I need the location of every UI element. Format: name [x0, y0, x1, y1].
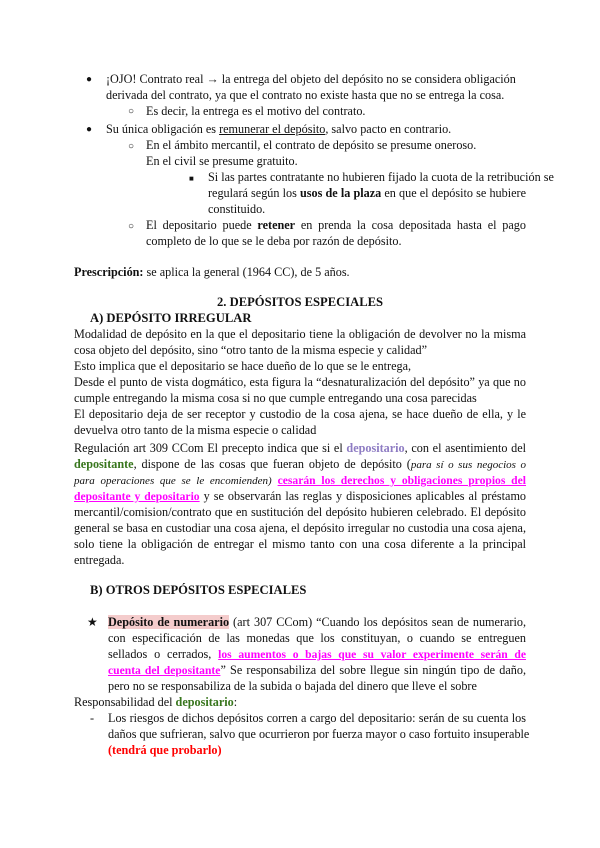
paragraph-line: Los riesgos de dichos depósitos corren a cargo del depositario: serán de su cuenta los — [108, 711, 526, 725]
paragraph-line: con especificación de las monedas que los constituyan, o cuando se entreguen — [108, 631, 526, 645]
paragraph-line: cosa objeto del depósito, sino “otro tanto de la misma especie y calidad” — [74, 343, 427, 357]
paragraph-line: depositante y depositario y se observarán las reglas y disposiciones aplicables al préstamo — [74, 489, 527, 503]
circle-bullet-icon: ○ — [128, 221, 135, 232]
paragraph-line: Regulación art 309 CCom El precepto indica que si el depositario, con el asentimiento del — [74, 441, 527, 455]
paragraph-line: daños que sufrieran, salvo que ocurrieron por fuerza mayor o caso fortuito insuperable — [108, 727, 530, 741]
paragraph-line: Modalidad de depósito en la que el depositario tiene la obligación de devolver no la misma — [74, 327, 526, 341]
subsection-title-a: A) DEPÓSITO IRREGULAR — [90, 311, 252, 325]
paragraph-line: Si las partes contratante no hubieren fijado la cuota de la retribución se — [208, 170, 554, 184]
paragraph-line: ¡OJO! Contrato real → la entrega del objeto del depósito no se considera obligación — [106, 72, 516, 86]
circle-bullet-icon: ○ — [128, 141, 135, 152]
paragraph-line: El depositario deja de ser receptor y custodio de la cosa ajena, se hace dueño de ella, y le — [74, 407, 526, 421]
paragraph-line: Su única obligación es remunerar el depósito, salvo pacto en contrario. — [106, 122, 452, 136]
square-bullet-icon: ■ — [189, 174, 194, 183]
paragraph-line: devuelva otro tanto de la misma especie o calidad — [74, 423, 317, 437]
paragraph-line: cumple entregando la misma cosa si no que cumple entregando una cosa parecidas — [74, 391, 477, 405]
paragraph-line: sellados o cerrados, los aumentos o bajas que su valor experimente serán de — [108, 647, 526, 661]
prescripcion-line: Prescripción: se aplica la general (1964 CC), de 5 años. — [74, 265, 350, 279]
paragraph-line: completo de lo que se le deba por razón de depósito. — [146, 234, 402, 248]
paragraph-line: depositante, dispone de las cosas que fueran objeto de depósito (para sí o sus negocios o — [74, 457, 526, 471]
paragraph-line: Esto implica que el depositario se hace dueño de lo que se le entrega, — [74, 359, 412, 373]
paragraph-line: En el ámbito mercantil, el contrato de depósito se presume oneroso. — [146, 138, 477, 152]
paragraph-line: En el civil se presume gratuito. — [146, 154, 298, 168]
paragraph-line: solo tiene la obligación de entregar el mismo tanto con una cosa diferente a la principal — [74, 537, 526, 551]
circle-bullet-icon: ○ — [128, 106, 135, 117]
paragraph-line: Es decir, la entrega es el motivo del contrato. — [146, 104, 366, 118]
paragraph-line: Responsabilidad del depositario: — [74, 695, 238, 709]
paragraph-line: regulará según los usos de la plaza en que el depósito se hubiere — [208, 186, 526, 200]
paragraph-line: cuenta del depositante” Se responsabiliza del sobre llegue sin ningún tipo de daño, — [108, 663, 527, 677]
dash-bullet: - — [90, 711, 95, 725]
paragraph-line: El depositario puede retener en prenda la cosa depositada hasta el pago — [146, 218, 526, 232]
paragraph-line: (tendrá que probarlo) — [108, 743, 222, 757]
bullet-icon: ● — [86, 124, 93, 135]
paragraph-line: pero no se responsabiliza de la subida o bajada del dinero que lleve el sobre — [108, 679, 477, 693]
star-icon: ★ — [87, 615, 98, 629]
paragraph-line: Desde el punto de vista dogmático, esta figura la “desnaturalización del depósito” ya que no — [74, 375, 526, 389]
subsection-title-b: B) OTROS DEPÓSITOS ESPECIALES — [90, 583, 307, 597]
section-title: 2. DEPÓSITOS ESPECIALES — [217, 295, 383, 309]
paragraph-line: general se basa en custodiar una cosa ajena, el depósito irregular no custodia una cosa ajena, — [74, 521, 526, 535]
paragraph-line: para operaciones que se le encomienden) cesarán los derechos y obligaciones propios del — [74, 474, 526, 487]
paragraph-line: Depósito de numerario (art 307 CCom) “Cuando los depósitos sean de numerario, — [108, 615, 526, 629]
paragraph-line: derivada del contrato, ya que el contrato no existe hasta que no se entrega la cosa. — [106, 88, 505, 102]
paragraph-line: mercantil/comision/contrato que en sustitución del depósito hubieren celebrado. El depósito — [74, 505, 526, 519]
bullet-icon: ● — [86, 74, 93, 85]
paragraph-line: constituido. — [208, 202, 266, 216]
paragraph-line: entregada. — [74, 553, 125, 567]
